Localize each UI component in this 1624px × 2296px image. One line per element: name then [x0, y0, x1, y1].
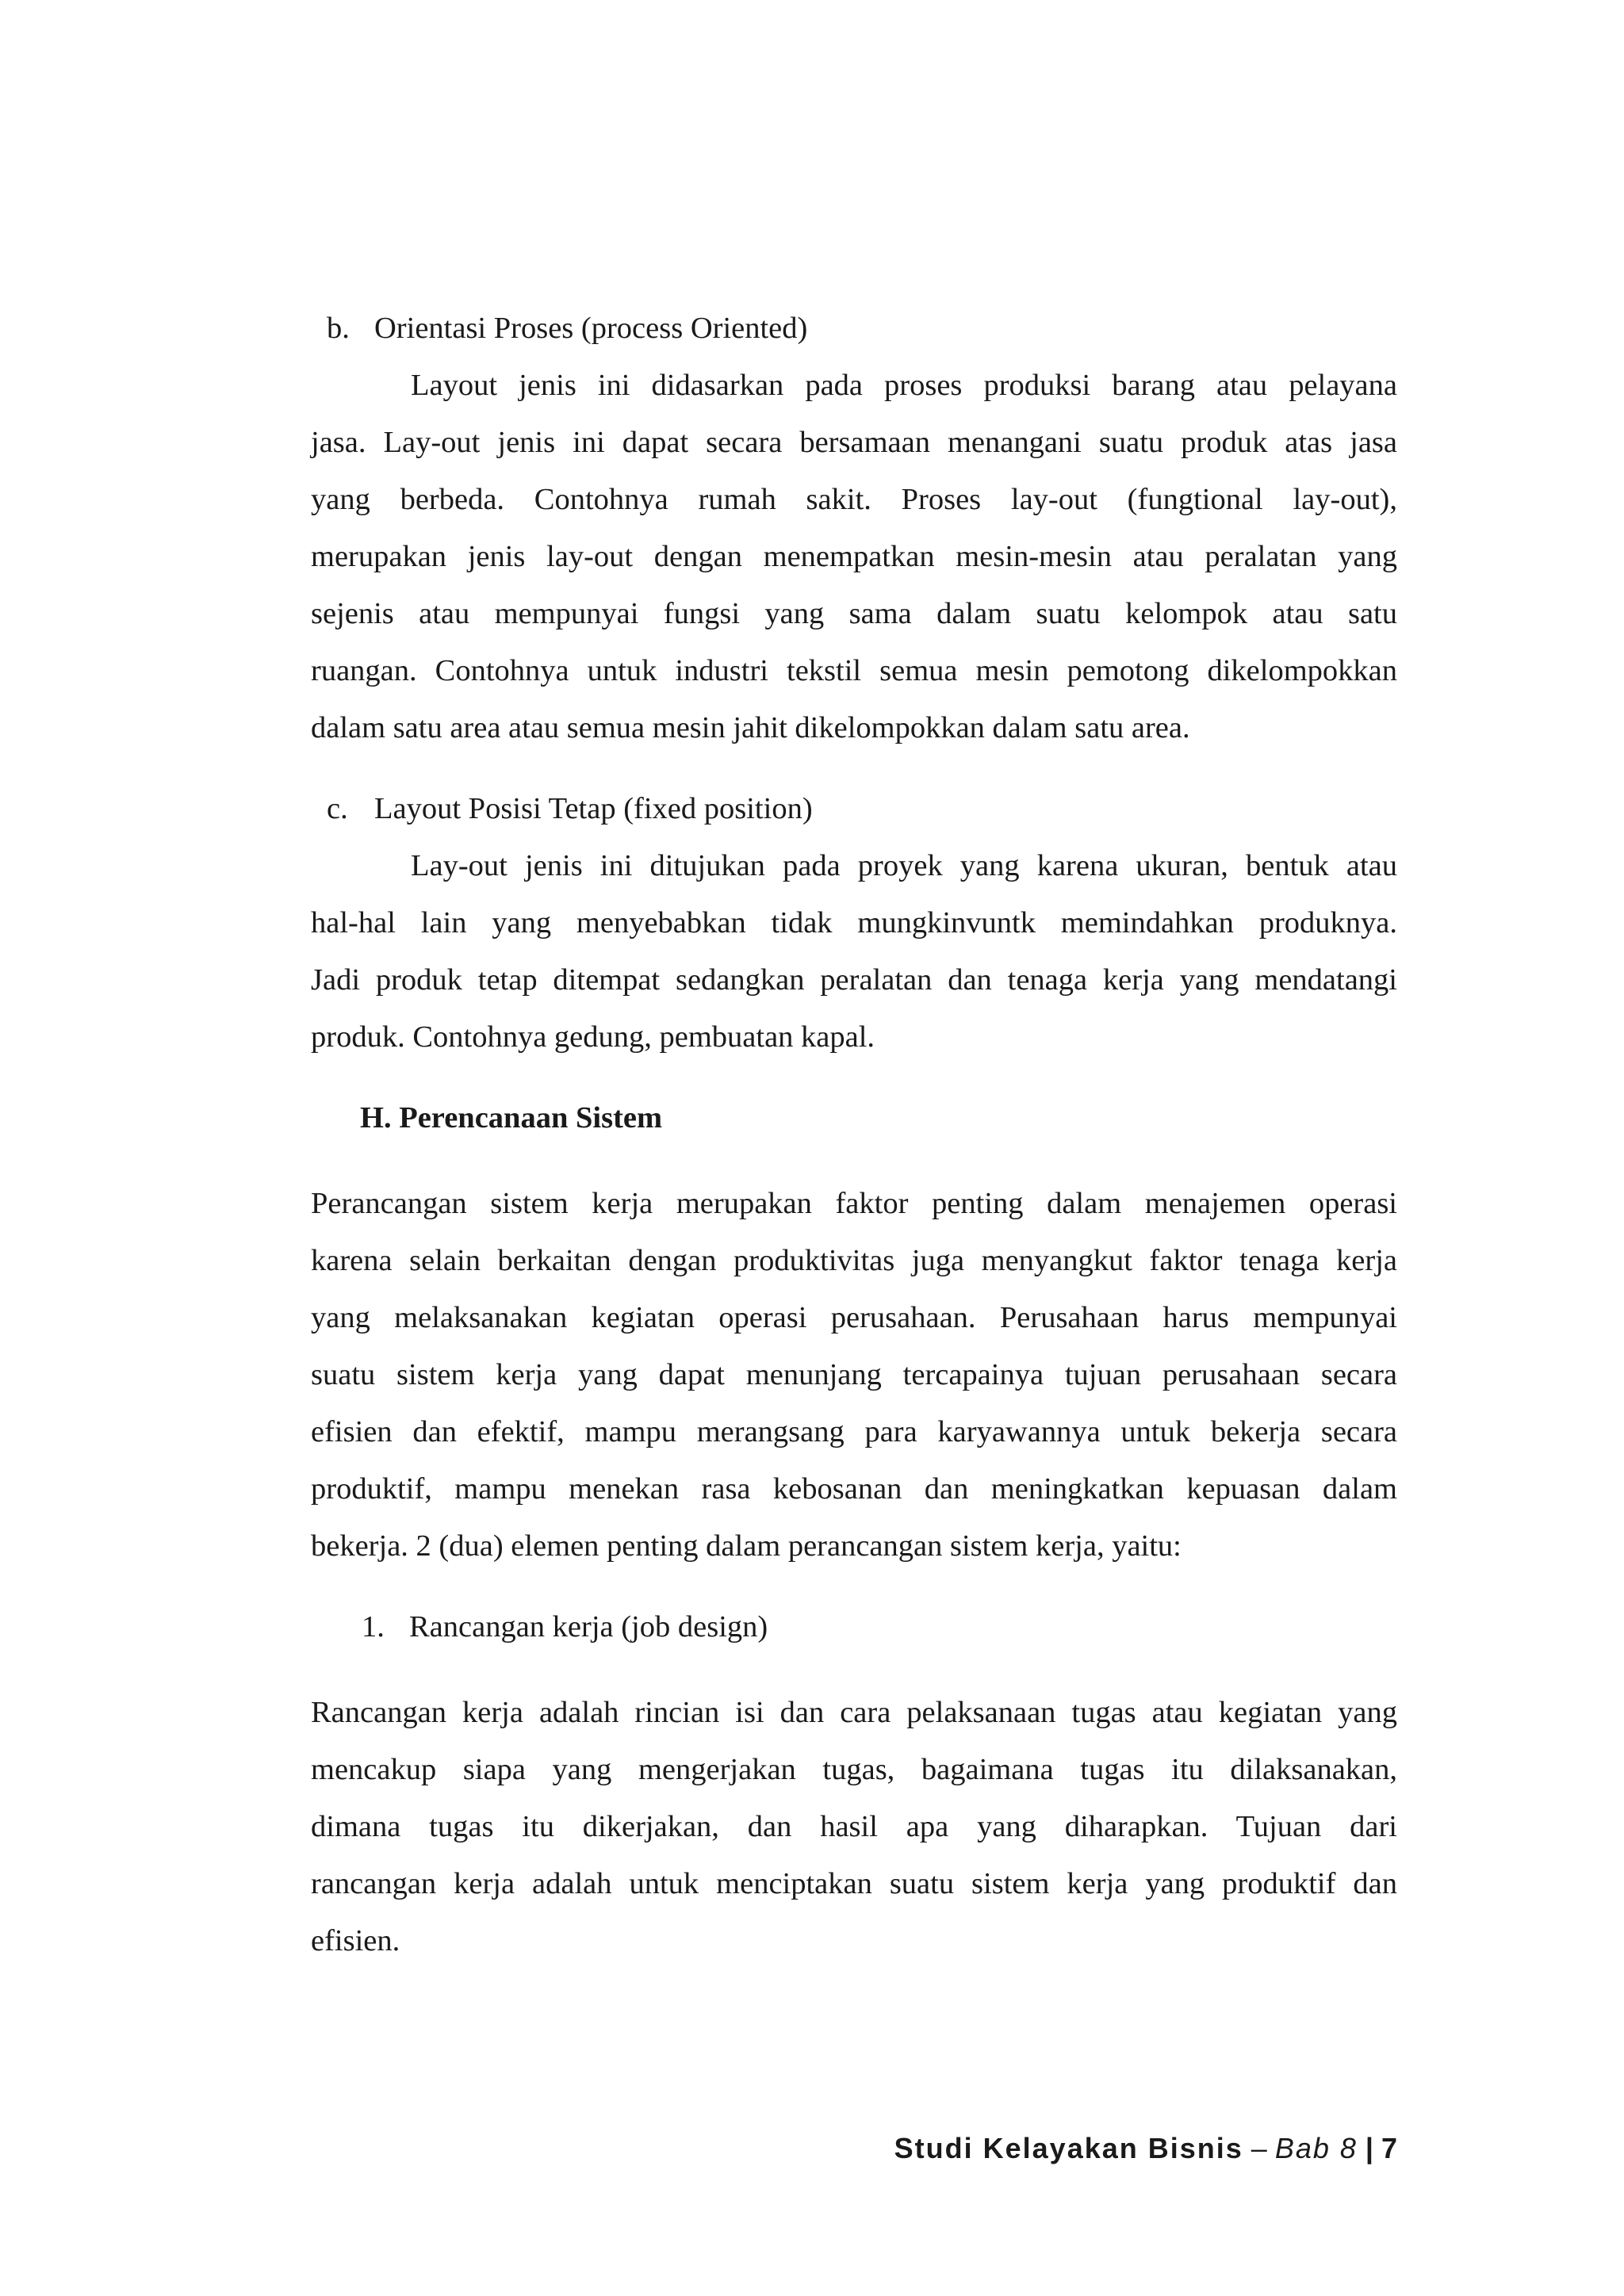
- paragraph-line: jasa. Lay-out jenis ini dapat secara bersamaan menangani suatu produk atas jasa: [311, 426, 1397, 459]
- paragraph-line: merupakan jenis lay-out dengan menempatkan mesin-mesin atau peralatan yang: [311, 540, 1397, 573]
- paragraph-line: yang melaksanakan kegiatan operasi perusahaan. Perusahaan harus mempunyai: [311, 1301, 1397, 1334]
- paragraph-line: karena selain berkaitan dengan produktivitas juga menyangkut faktor tenaga kerja: [311, 1244, 1397, 1277]
- paragraph-line: ruangan. Contohnya untuk industri tekstil semua mesin pemotong dikelompokkan: [311, 654, 1397, 687]
- paragraph-line: produk. Contohnya gedung, pembuatan kapal.: [311, 1020, 875, 1054]
- paragraph-line: Perancangan sistem kerja merupakan faktor penting dalam menajemen operasi: [311, 1187, 1397, 1220]
- footer-separator: |: [1357, 2132, 1381, 2164]
- paragraph-line: dimana tugas itu dikerjakan, dan hasil apa yang diharapkan. Tujuan dari: [311, 1810, 1397, 1843]
- heading-layout-posisi-tetap: Layout Posisi Tetap (fixed position): [374, 792, 813, 825]
- paragraph-line: Layout jenis ini didasarkan pada proses produksi barang atau pelayana: [411, 369, 1397, 402]
- paragraph-line: suatu sistem kerja yang dapat menunjang tercapainya tujuan perusahaan secara: [311, 1358, 1397, 1391]
- page-number: 7: [1381, 2132, 1397, 2164]
- paragraph-line: hal-hal lain yang menyebabkan tidak mungkinvuntk memindahkan produknya.: [311, 906, 1397, 939]
- paragraph-line: efisien dan efektif, mampu merangsang para karyawannya untuk bekerja secara: [311, 1415, 1397, 1448]
- paragraph-line: sejenis atau mempunyai fungsi yang sama dalam suatu kelompok atau satu: [311, 597, 1397, 630]
- heading-orientasi-proses: Orientasi Proses (process Oriented): [374, 312, 808, 345]
- paragraph-line: mencakup siapa yang mengerjakan tugas, bagaimana tugas itu dilaksanakan,: [311, 1753, 1397, 1786]
- list-marker-b: b.: [327, 312, 350, 345]
- paragraph-line: Jadi produk tetap ditempat sedangkan peralatan dan tenaga kerja yang mendatangi: [311, 963, 1397, 997]
- footer-dash: –: [1243, 2132, 1275, 2164]
- heading-rancangan-kerja: Rancangan kerja (job design): [409, 1610, 768, 1644]
- paragraph-line: rancangan kerja adalah untuk menciptakan suatu sistem kerja yang produktif dan: [311, 1867, 1397, 1900]
- footer-book-title: Studi Kelayakan Bisnis: [894, 2132, 1243, 2164]
- footer-chapter: Bab 8: [1274, 2132, 1358, 2164]
- paragraph-line: efisien.: [311, 1924, 400, 1957]
- section-heading-h: H. Perencanaan Sistem: [360, 1101, 663, 1135]
- paragraph-line: Lay-out jenis ini ditujukan pada proyek yang karena ukuran, bentuk atau: [411, 849, 1397, 882]
- paragraph-line: yang berbeda. Contohnya rumah sakit. Proses lay-out (fungtional lay-out),: [311, 483, 1397, 516]
- paragraph-line: produktif, mampu menekan rasa kebosanan dan meningkatkan kepuasan dalam: [311, 1472, 1397, 1506]
- list-marker-1: 1.: [362, 1610, 385, 1644]
- paragraph-line: Rancangan kerja adalah rincian isi dan cara pelaksanaan tugas atau kegiatan yang: [311, 1696, 1397, 1729]
- paragraph-line: bekerja. 2 (dua) elemen penting dalam perancangan sistem kerja, yaitu:: [311, 1529, 1182, 1563]
- paragraph-line: dalam satu area atau semua mesin jahit dikelompokkan dalam satu area.: [311, 711, 1190, 744]
- page-footer: [894, 2130, 1397, 2168]
- list-marker-c: c.: [327, 792, 348, 825]
